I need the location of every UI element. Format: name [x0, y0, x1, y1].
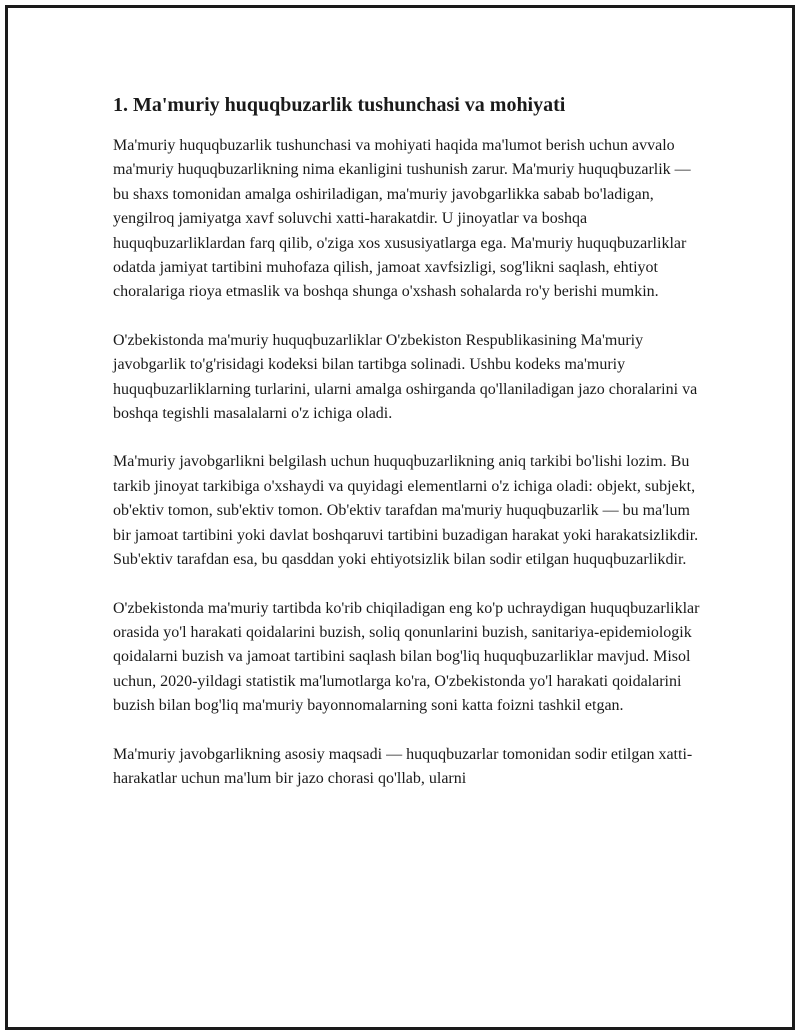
- paragraph-2: O'zbekistonda ma'muriy huquqbuzarliklar O'zbekiston Respublikasining Ma'muriy javobgarlik to'g'risidagi kodeksi bilan tartibga solinadi. Ushbu kodeks ma'muriy huquqbuzarliklarning turlarini, ularni amalga oshirganda qo'llaniladigan jazo choralarini va boshqa tegishli masalalarni o'z ichiga oladi.: [113, 331, 698, 423]
- paragraph-1: Ma'muriy huquqbuzarlik tushunchasi va mohiyati haqida ma'lumot berish uchun avvalo ma'muriy huquqbuzarlikning nima ekanligini tushunish zarur. Ma'muriy huquqbuzarlik — bu shaxs tomonidan amalga oshiriladigan, ma'muriy javobgarlikka sabab bo'ladigan, yengilroq jamiyatga xavf soluvchi xatti-harakatdir. U jinoyatlar va boshqa huquqbuzarliklardan farq qilib, o'ziga xos xususiyatlarga ega. Ma'muriy huquqbuzarliklar odatda jamiyat tartibini muhofaza qilish, jamoat xavfsizligi, sog'likni saqlash, ehtiyot choralariga rioya etmaslik va boshqa shunga o'xshash sohalarda ro'y berishi mumkin.: [113, 137, 691, 301]
- document-body: [113, 92, 703, 815]
- paragraph-5: Ma'muriy javobgarlikning asosiy maqsadi — huquqbuzarlar tomonidan sodir etilgan xatti-harakatlar uchun ma'lum bir jazo chorasi qo'llab, ularni: [113, 745, 693, 787]
- section-heading: 1. Ma'muriy huquqbuzarlik tushunchasi va mohiyati: [113, 94, 566, 116]
- paragraph-4: O'zbekistonda ma'muriy tartibda ko'rib chiqiladigan eng ko'p uchraydigan huquqbuzarliklar orasida yo'l harakati qoidalarini buzish, soliq qonunlarini buzish, sanitariya-epidemiologik qoidalarni buzish va jamoat tartibini saqlash bilan bog'liq huquqbuzarliklar mavjud. Misol uchun, 2020-yildagi statistik ma'lumotlarga ko'ra, O'zbekistonda yo'l harakati qoidalarini buzish bilan bog'liq ma'muriy bayonnomalarning soni katta foizni tashkil etgan.: [113, 599, 700, 715]
- paragraph-3: Ma'muriy javobgarlikni belgilash uchun huquqbuzarlikning aniq tarkibi bo'lishi lozim. Bu tarkib jinoyat tarkibiga o'xshaydi va quyidagi elementlarni o'z ichiga oladi: objekt, subjekt, ob'ektiv tomon, sub'ektiv tomon. Ob'ektiv tarafdan ma'muriy huquqbuzarlik — bu ma'lum bir jamoat tartibini yoki davlat boshqaruvi tartibini buzadigan harakat yoki harakatsizlikdir. Sub'ektiv tarafdan esa, bu qasddan yoki ehtiyotsizlik bilan sodir etilgan huquqbuzarlikdir.: [113, 453, 699, 569]
